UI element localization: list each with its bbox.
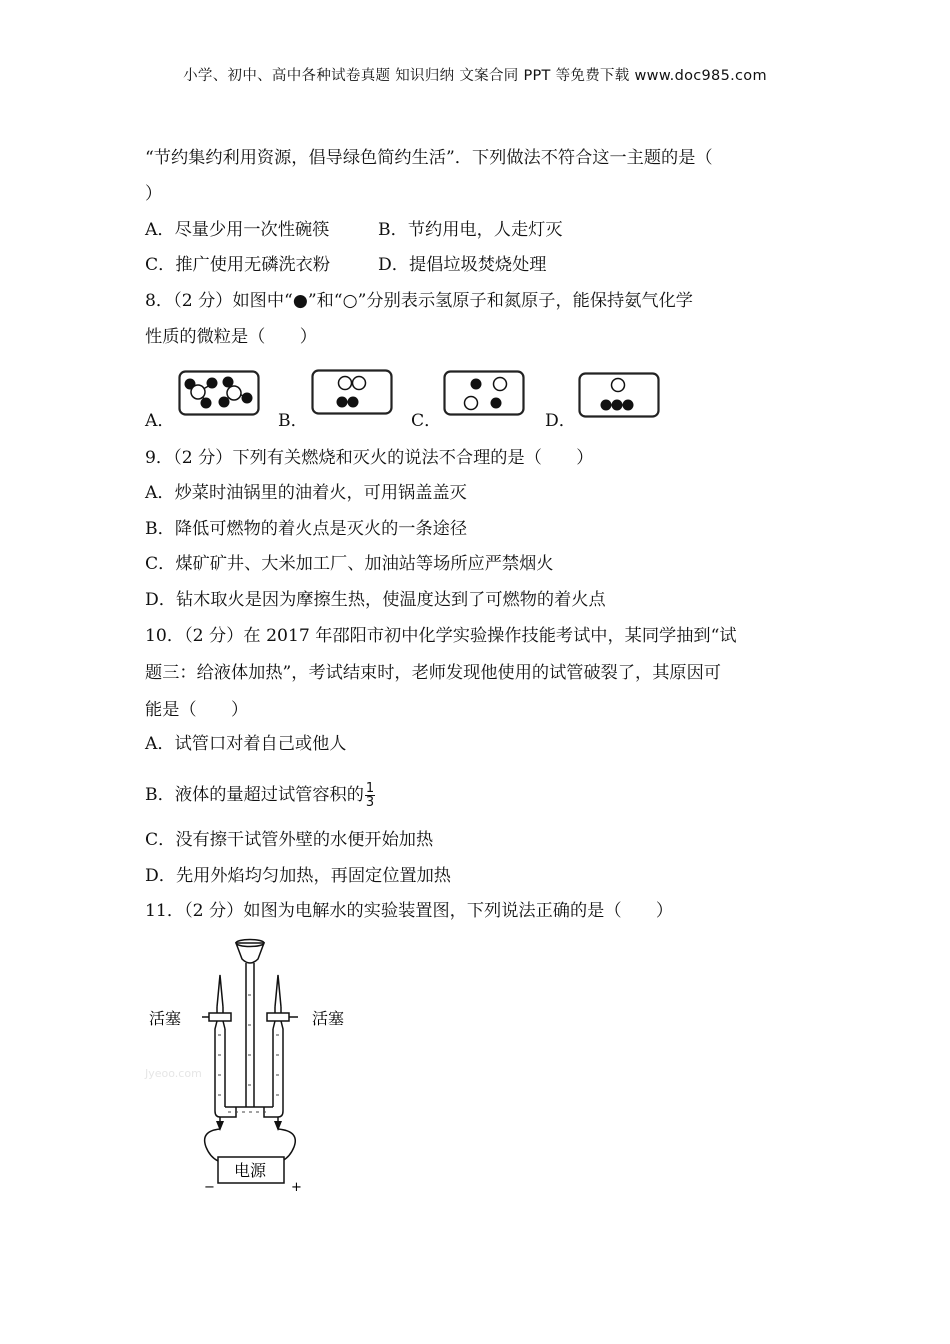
nitrogen-atom	[612, 379, 625, 392]
q10-option-b-text: B．液体的量超过试管容积的	[145, 785, 364, 805]
hydrogen-atom	[219, 397, 230, 408]
q10-stem-line1: 10．（2 分）在 2017 年邵阳市初中化学实验操作技能考试中，某同学抽到“试	[145, 626, 737, 646]
right-stopcock-label: 活塞	[312, 1009, 345, 1028]
nitrogen-atom	[465, 397, 478, 410]
negative-terminal: −	[204, 1180, 215, 1195]
q9-stem: 9．（2 分）下列有关燃烧和灭火的说法不合理的是（ ）	[145, 448, 594, 468]
q7-option-d: D．提倡垃圾焚烧处理	[378, 255, 547, 275]
left-stopcock	[209, 1013, 231, 1021]
hydrogen-atom	[337, 397, 348, 408]
watermark: Jyeoo.com	[145, 1067, 202, 1080]
right-stopcock	[267, 1013, 289, 1021]
q8-label-b: B．	[278, 411, 308, 431]
q7-stem: “节约集约利用资源，倡导绿色简约生活”．下列做法不符合这一主题的是（	[145, 148, 713, 168]
q8-option-a-diagram	[178, 370, 260, 416]
nitrogen-atom	[494, 378, 507, 391]
q9-option-b: B．降低可燃物的着火点是灭火的一条途径	[145, 519, 468, 539]
positive-terminal: +	[291, 1180, 302, 1195]
nitrogen-atom	[191, 385, 205, 399]
nitrogen-atom	[227, 386, 241, 400]
q8-label-a: A．	[145, 411, 175, 431]
q9-option-a: A．炒菜时油锅里的油着火，可用锅盖盖灭	[145, 483, 467, 503]
hydrogen-atom	[623, 400, 634, 411]
q10-option-b	[145, 782, 375, 809]
q8-stem-line1: 8．（2 分）如图中“●”和“○”分别表示氢原子和氮原子，能保持氨气化学	[145, 291, 693, 311]
hydrogen-atom	[348, 397, 359, 408]
q8-label-c: C．	[411, 411, 442, 431]
fraction-numerator: 1	[365, 781, 375, 796]
q7-option-c: C．推广使用无磷洗衣粉	[145, 255, 331, 275]
q9-option-d: D．钻木取火是因为摩擦生热，使温度达到了可燃物的着火点	[145, 590, 606, 610]
power-supply-label: 电源	[234, 1161, 267, 1180]
nitrogen-atom	[353, 377, 366, 390]
hydrogen-atom	[207, 378, 218, 389]
q8-option-c-diagram	[443, 370, 525, 416]
q10-stem-line3: 能是（ ）	[145, 700, 249, 720]
page-header: 小学、初中、高中各种试卷真题 知识归纳 文案合同 PPT 等免费下载 www.doc985.com	[183, 68, 767, 84]
hydrogen-atom	[201, 398, 212, 409]
q8-stem-line2: 性质的微粒是（ ）	[145, 327, 317, 347]
hydrogen-atom	[491, 398, 502, 409]
hydrogen-atom	[601, 400, 612, 411]
q8-option-d-diagram	[578, 372, 660, 418]
fraction-one-third	[365, 782, 375, 809]
electrolysis-apparatus-diagram	[140, 935, 360, 1195]
q9-option-c: C．煤矿矿井、大米加工厂、加油站等场所应严禁烟火	[145, 554, 554, 574]
hydrogen-atom	[242, 393, 253, 404]
fraction-denominator: 3	[365, 795, 375, 810]
q10-option-d: D．先用外焰均匀加热，再固定位置加热	[145, 866, 451, 886]
q10-option-a: A．试管口对着自己或他人	[145, 734, 347, 754]
q10-option-c: C．没有擦干试管外壁的水便开始加热	[145, 830, 434, 850]
left-stopcock-label: 活塞	[149, 1009, 182, 1028]
q11-stem: 11．（2 分）如图为电解水的实验装置图，下列说法正确的是（ ）	[145, 901, 674, 921]
q8-label-d: D．	[545, 411, 576, 431]
q7-option-a: A．尽量少用一次性碗筷	[145, 220, 330, 240]
nitrogen-atom	[339, 377, 352, 390]
hydrogen-atom	[471, 379, 482, 390]
q7-option-b: B．节约用电，人走灯灭	[378, 220, 563, 240]
q10-stem-line2: 题三：给液体加热”，考试结束时，老师发现他使用的试管破裂了，其原因可	[145, 663, 721, 683]
q7-stem-end: ）	[145, 184, 163, 204]
hydrogen-atom	[612, 400, 623, 411]
q8-option-b-diagram	[311, 369, 393, 415]
